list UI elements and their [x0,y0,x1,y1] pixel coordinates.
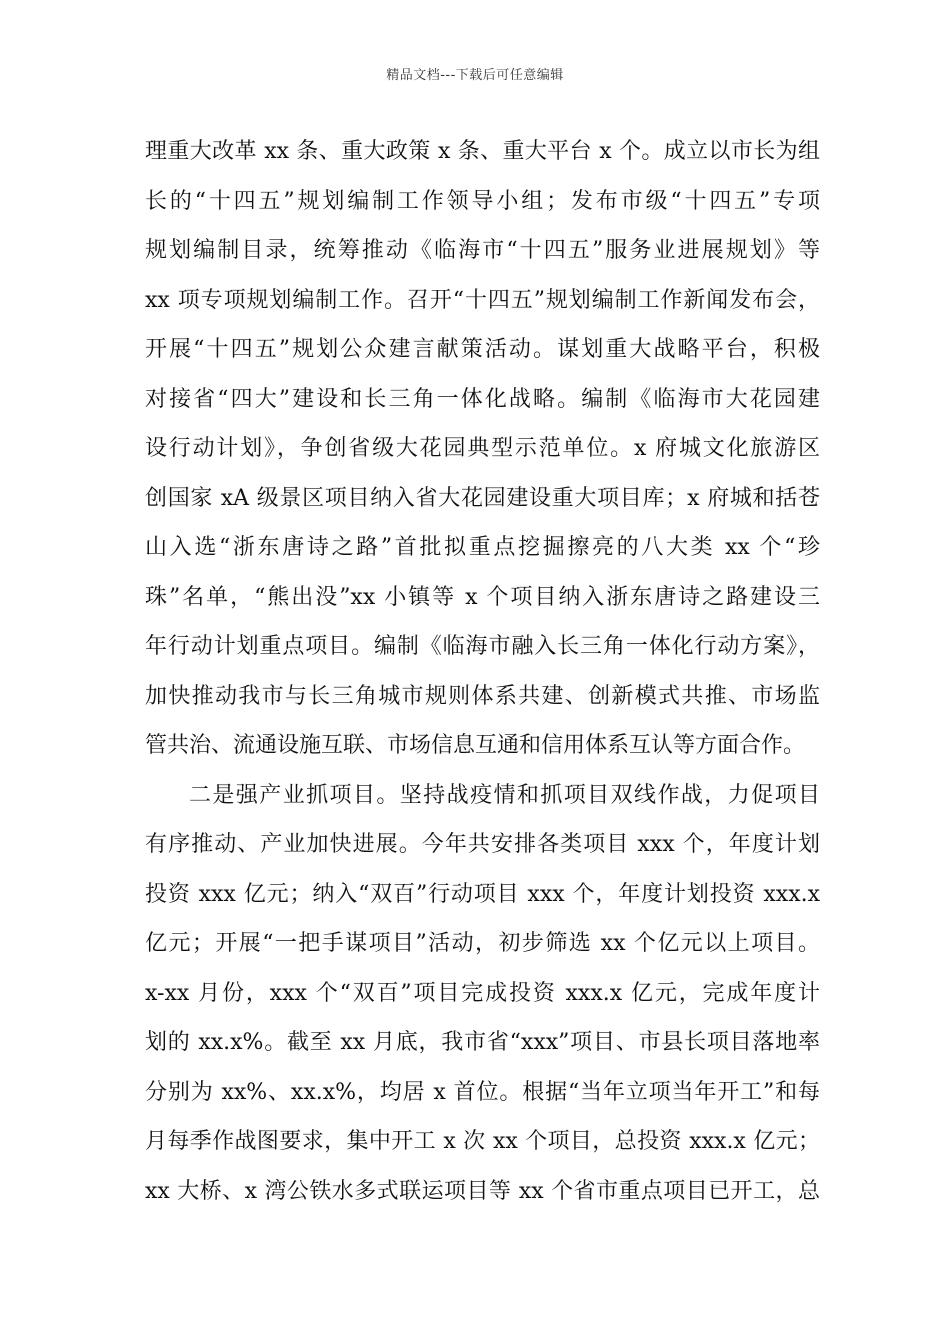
text-line: 设行动计划》，争创省级大花园典型示范单位。x 府城文化旅游区 [145,436,820,461]
text-line: 理重大改革 xx 条、重大政策 x 条、重大平台 x 个。成立以市长为组 [145,139,820,164]
text-line: xx 项专项规划编制工作。召开“十四五”规划编制工作新闻发布会， [145,287,820,313]
document-body [145,131,820,1220]
text-line: 投资 xxx 亿元；纳入“双百”行动项目 xxx 个，年度计划投资 xxx.x [145,881,820,907]
text-line: x-xx 月份，xxx 个“双百”项目完成投资 xxx.x 亿元，完成年度计 [145,980,820,1006]
text-line: 规划编制目录，统筹推动《临海市“十四五”服务业进展规划》等 [145,238,820,263]
text-line: 分别为 xx%、xx.x%，均居 x 首位。根据“当年立项当年开工”和每 [145,1079,820,1105]
text-line: 珠”名单，“熊出没”xx 小镇等 x 个项目纳入浙东唐诗之路建设三 [145,584,820,610]
text-line: 月每季作战图要求，集中开工 x 次 xx 个项目，总投资 xxx.x 亿元； [145,1129,820,1154]
text-line: 山入选“浙东唐诗之路”首批拟重点挖掘擦亮的八大类 xx 个“珍 [145,535,820,560]
text-line: 亿元；开展“一把手谋项目”活动，初步筛选 xx 个亿元以上项目。 [145,931,820,956]
text-line: 划的 xx.x%。截至 xx 月底，我市省“xxx”项目、市县长项目落地率 [145,1030,820,1055]
text-line: 加快推动我市与长三角城市规则体系共建、创新模式共推、市场监 [145,683,820,709]
text-line-indented: 二是强产业抓项目。坚持战疫情和抓项目双线作战，力促项目 [189,782,820,808]
text-line: 开展“十四五”规划公众建言献策活动。谋划重大战略平台，积极 [145,337,820,362]
text-line: 管共治、流通设施互联、市场信息互通和信用体系互认等方面合作。 [145,733,806,758]
text-line: 有序推动、产业加快进展。今年共安排各类项目 xxx 个，年度计划 [145,832,820,857]
text-line: 年行动计划重点项目。编制《临海市融入长三角一体化行动方案》， [145,634,820,659]
text-line: 创国家 xA 级景区项目纳入省大花园建设重大项目库；x 府城和括苍 [145,485,820,511]
text-line: xx 大桥、x 湾公铁水多式联运项目等 xx 个省市重点项目已开工，总 [145,1178,820,1204]
text-line: 对接省“四大”建设和长三角一体化战略。编制《临海市大花园建 [145,386,820,412]
text-line: 长的“十四五”规划编制工作领导小组；发布市级“十四五”专项 [145,188,820,214]
page-header: 精品文档---下载后可任意编辑 [386,68,564,83]
